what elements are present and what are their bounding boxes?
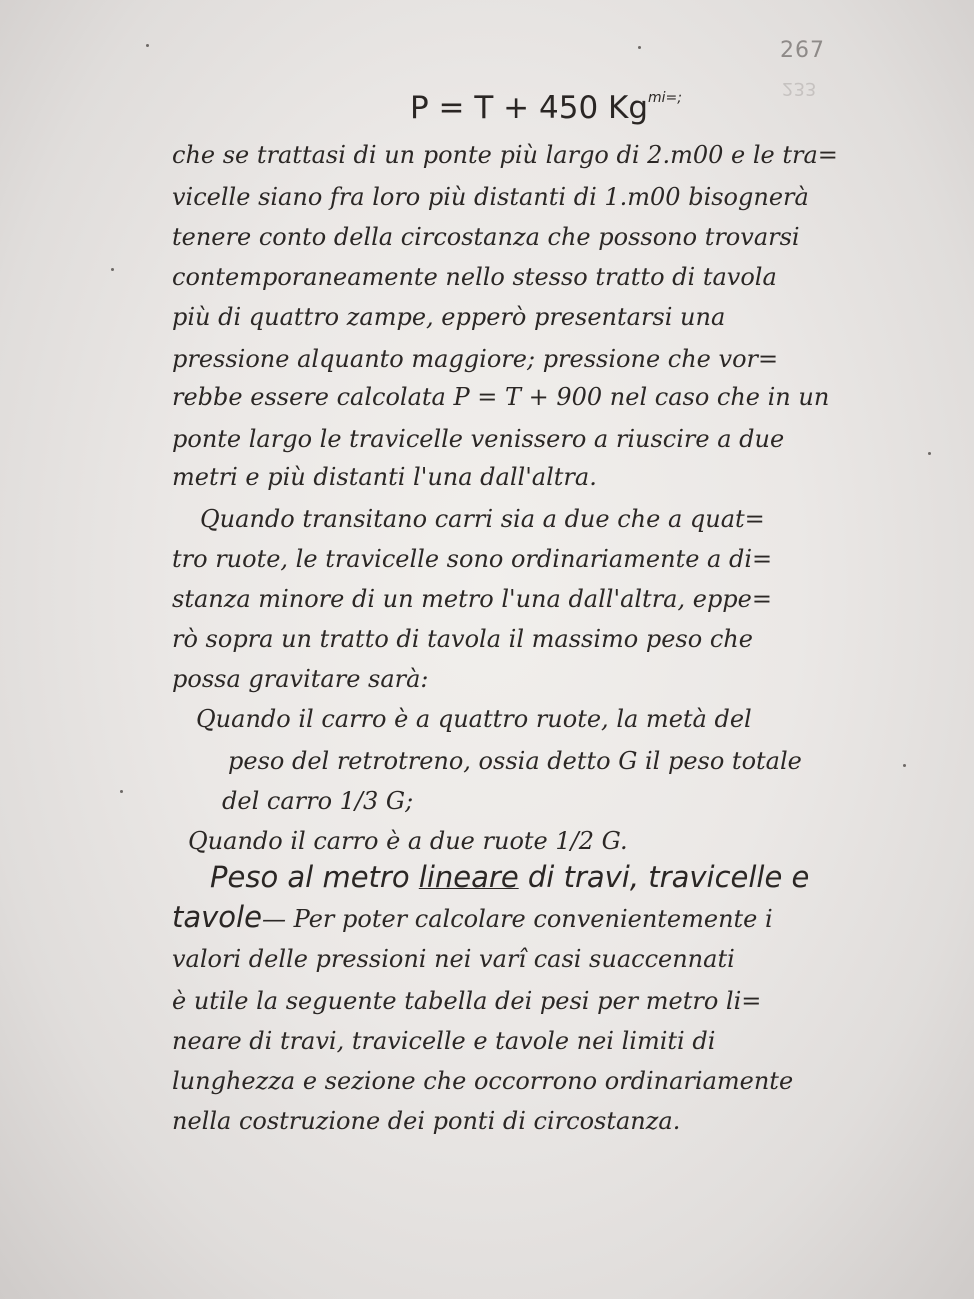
section-heading-part1: Peso al metro	[210, 860, 419, 894]
paragraph2-line: possa gravitare sarà:	[172, 665, 429, 693]
paper-speck	[111, 268, 114, 271]
section-line: valori delle pressioni nei varî casi suaccennati	[172, 945, 735, 973]
case1-line: del carro 1/3 G;	[222, 787, 414, 815]
section-line: neare di travi, travicelle e tavole nei limiti di	[172, 1027, 716, 1055]
paragraph2-line: tro ruote, le travicelle sono ordinariamente a di=	[172, 545, 773, 573]
paper-speck	[146, 44, 149, 47]
paragraph1-line: metri e più distanti l'una dall'altra.	[172, 463, 597, 491]
page-number-bleedthrough: 233	[782, 78, 817, 99]
paragraph1-line: che se trattasi di un ponte più largo di 2.m00 e le tra=	[172, 141, 838, 169]
paragraph1-line: tenere conto della circostanza che possono trovarsi	[172, 223, 800, 251]
formula-header	[410, 90, 682, 126]
paper-speck	[928, 452, 931, 455]
section-line: è utile la seguente tabella dei pesi per metro li=	[172, 987, 762, 1015]
paragraph2-line: Quando transitano carri sia a due che a quat=	[200, 505, 765, 533]
paper-speck	[638, 46, 641, 49]
section-line: nella costruzione dei ponti di circostanza.	[172, 1107, 681, 1135]
page-number: 267	[780, 38, 825, 63]
paragraph1-line: rebbe essere calcolata P = T + 900 nel caso che in un	[172, 383, 830, 411]
paragraph1-line: vicelle siano fra loro più distanti di 1.m00 bisognerà	[172, 183, 809, 211]
paragraph1-line: contemporaneamente nello stesso tratto di tavola	[172, 263, 777, 291]
paper-speck	[120, 790, 123, 793]
section-heading-line2: tavole	[172, 900, 262, 934]
formula-main: P = T + 450 Kg	[410, 90, 649, 126]
paragraph1-line: ponte largo le travicelle venissero a riuscire a due	[172, 425, 785, 453]
formula-unit-superscript: mi=;	[648, 90, 683, 106]
section-heading-part2: di travi, travicelle e	[518, 860, 810, 894]
paragraph2-line: rò sopra un tratto di tavola il massimo peso che	[172, 625, 753, 653]
section-heading	[210, 860, 809, 894]
case1-line: peso del retrotreno, ossia detto G il peso totale	[228, 747, 802, 775]
case2-line: Quando il carro è a due ruote 1/2 G.	[188, 827, 628, 855]
paper-speck	[903, 764, 906, 767]
section-line: — Per poter calcolare convenientemente i	[262, 905, 773, 933]
section-heading-underlined: lineare	[418, 860, 519, 894]
case1-line: Quando il carro è a quattro ruote, la metà del	[196, 705, 752, 733]
paragraph2-line: stanza minore di un metro l'una dall'altra, eppe=	[172, 585, 772, 613]
paragraph1-line: pressione alquanto maggiore; pressione che vor=	[172, 345, 779, 373]
section-line: lunghezza e sezione che occorrono ordinariamente	[172, 1067, 794, 1095]
paragraph1-line: più di quattro zampe, epperò presentarsi una	[172, 303, 726, 331]
